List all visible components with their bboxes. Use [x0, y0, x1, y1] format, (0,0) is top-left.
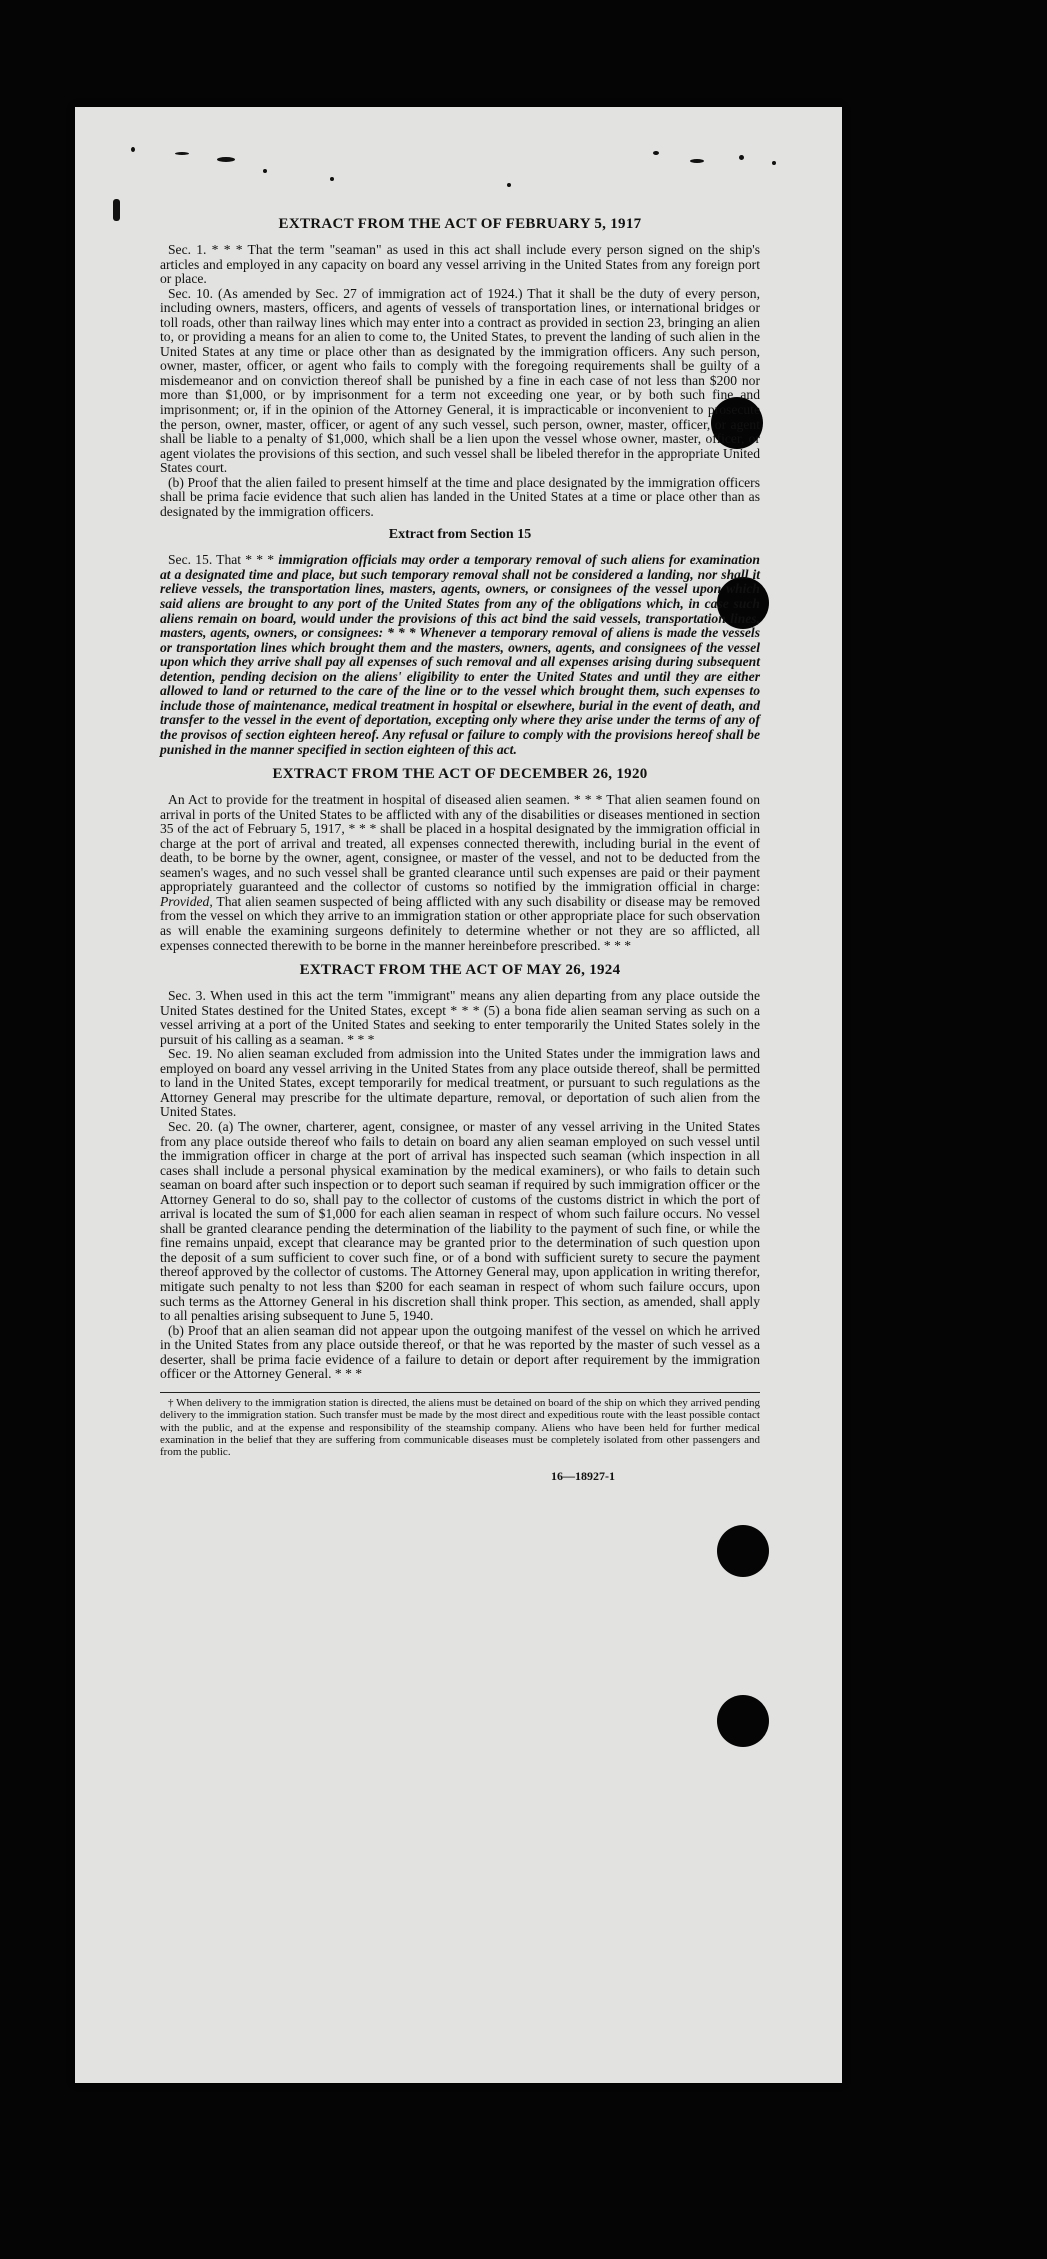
scan-speck: [507, 183, 511, 187]
scan-speck: [330, 177, 334, 181]
document-body: [160, 207, 760, 1483]
scan-speck: [772, 161, 776, 165]
footnote: † When delivery to the immigration station is directed, the aliens must be detained on board of the ship on which they arrived pending delivery to the immigration station. Such transfer must be made by the most direct and expeditious route with the least possible contact with the public, and at the expense and responsibility of the steamship company. Aliens who have been held for further medical examination in the belief that they are suffering from communicable diseases must be completely isolated from other passengers and from the public.: [160, 1396, 760, 1459]
footnote-divider: [160, 1392, 760, 1393]
paragraph-sec-3: Sec. 3. When used in this act the term "immigrant" means any alien departing from any place outside the United States destined for the United States, except * * * (5) a bona fide alien seaman serving as such on a vessel arriving at a port of the United States and seeking to enter temporarily the United States solely in the pursuit of his calling as a seaman. * * *: [160, 988, 760, 1047]
scan-speck: [739, 155, 744, 160]
scan-speck: [653, 151, 659, 155]
paragraph-act-1920: [160, 793, 760, 953]
scan-speck: [175, 152, 189, 155]
heading-section-15: Extract from Section 15: [388, 527, 532, 543]
scan-speck: [217, 157, 235, 162]
paragraph-sec-20: Sec. 20. (a) The owner, charterer, agent, consignee, or master of any vessel arriving in the United States from any place outside thereof who fails to detain on board any alien seaman employed on such vessel until the immigration officer in charge at the port of arrival has inspected such seaman (which inspection in all cases shall include a personal physical examination by the medical examiners), or who fails to detain such seaman on board after such inspection or to deport such seaman if required by such immigration officer or the Attorney General to do so, shall pay to the collector of customs of the customs district in which the port of arrival is located the sum of $1,000 for each alien seaman in respect of whom such failure occurs. No vessel shall be granted clearance pending the determination of the liability to the payment of such fine, or while the fine remains unpaid, except that clearance may be granted prior to the determination of such question upon the deposit of a sum sufficient to cover such fine, or of a bond with sufficient surety to secure the payment thereof approved by the collector of customs. The Attorney General may, upon application in writing therefor, mitigate such penalty to not less than $200 for each seaman in respect of whom such failure occurs, upon such terms as the Attorney General in his discretion shall think proper. This section, as amended, shall apply to all penalties arising subsequent to June 5, 1940.: [160, 1118, 760, 1324]
heading-act-1924: EXTRACT FROM THE ACT OF MAY 26, 1924: [299, 962, 621, 979]
sec-15-lead: Sec. 15. That * * *: [168, 552, 279, 568]
heading-act-1917: EXTRACT FROM THE ACT OF FEBRUARY 5, 1917: [278, 216, 642, 232]
punch-hole: [717, 1525, 769, 1577]
provided-label: Provided,: [160, 893, 213, 909]
document-page: [75, 107, 842, 2083]
paragraph-sec-20-b: (b) Proof that an alien seaman did not appear upon the outgoing manifest of the vessel on which he arrived in the United States from any place outside thereof, or that he was reported by the master of such vessel as a deserter, shall be prima facie evidence of a failure to detain or deport after requirement by the immigration officer or the Attorney General. * * *: [160, 1322, 760, 1382]
act-1920-text-start: An Act to provide for the treatment in hospital of diseased alien seamen. * * * That alien seamen found on arrival in ports of the United States to be afflicted with any of the disabilities or diseases mentioned in section 35 of the act of February 5, 1917, * * * shall be placed in a hospital designated by the immigration official in charge at the port of arrival and treated, all expenses connected therewith, including burial in the event of death, to be borne by the owner, agent, consignee, or master of the vessel, and not to be deducted from the seamen's wages, and no such vessel shall be granted clearance until such expenses are paid or their payment appropriately guaranteed and the collector of customs so notified by the immigration official in charge:: [160, 792, 760, 895]
scan-speck: [690, 159, 704, 163]
scan-speck: [263, 169, 267, 173]
punch-hole: [717, 1695, 769, 1747]
act-1920-text-end: That alien seamen suspected of being afflicted with any such disability or disease may be removed from the vessel on which they arrive to an immigration station or other appropriate place for such observation as will enable the examining surgeons definitely to determine whether or not they are so afflicted, all expenses connected therewith to be borne in the manner hereinbefore prescribed. * * *: [160, 893, 760, 953]
sec-15-italic-text: immigration officials may order a temporary removal of such aliens for examination at a designated time and place, but such temporary removal shall not be considered a landing, nor shall it relieve vessels, the transportation lines, masters, agents, owners, or consignees of the vessel upon which said aliens are brought to any port of the United States from any of the obligations which, in case such aliens remain on board, would under the provisions of this act bind the said vessels, transportation lines, masters, agents, owners, or consignees: * * * Whenever a temporary removal of aliens is made the vessels or transportation lines which brought them and the masters, owners, agents, and consignees of the vessel upon which they arrive shall pay all expenses of such removal and all expenses arising during subsequent detention, pending decision on the aliens' eligibility to enter the United States and until they are either allowed to land or returned to the care of the line or to the vessel which brought them, such expenses to include those of maintenance, medical treatment in hospital or elsewhere, burial in the event of death, and transfer to the vessel in the event of deportation, excepting only where they arise under the terms of any of the provisos of section eighteen hereof. Any refusal or failure to comply with the provisions hereof shall be punished in the manner specified in section eighteen of this act.: [160, 552, 760, 757]
paragraph-sec-10-b: (b) Proof that the alien failed to present himself at the time and place designated by the immigration officers shall be prima facie evidence that such alien has landed in the United States at a time or place other than as designated by the immigration officers.: [160, 474, 760, 519]
paragraph-sec-15: [160, 553, 760, 757]
scan-speck: [113, 199, 120, 221]
paragraph-sec-1: Sec. 1. * * * That the term "seaman" as used in this act shall include every person signed on the ship's articles and employed in any capacity on board any vessel arriving in the United States from any foreign port or place.: [160, 242, 760, 287]
heading-act-1920: EXTRACT FROM THE ACT OF DECEMBER 26, 1920: [272, 766, 648, 783]
form-number: 16—18927-1: [551, 1468, 615, 1483]
paragraph-sec-10: Sec. 10. (As amended by Sec. 27 of immigration act of 1924.) That it shall be the duty of every person, including owners, masters, officers, and agents of vessels of transportation lines, or international bridges or toll roads, other than railway lines which may enter into a contract as provided in section 23, bringing an alien to, or providing a means for an alien to come to, the United States, to prevent the landing of such alien in the United States at any time or place other than as designated by the immigration officers. Any such person, owner, master, officer, or agent who fails to comply with the foregoing requirements shall be guilty of a misdemeanor and on conviction thereof shall be punished by a fine in each case of not less than $200 nor more than $1,000, or by imprisonment for a term not exceeding one year, or by both such fine and imprisonment; or, if in the opinion of the Attorney General, it is impracticable or inconvenient to prosecute the person, owner, master, officer, or agent of any such vessel, such person, owner, master, officer, or agent shall be liable to a penalty of $1,000, which shall be a lien upon the vessel whose owner, master, officer, or agent violates the provisions of this section, and such vessel shall be libeled therefor in the appropriate United States court.: [160, 285, 760, 476]
scan-speck: [131, 147, 135, 152]
paragraph-sec-19: Sec. 19. No alien seaman excluded from admission into the United States under the immigration laws and employed on board any vessel arriving in the United States from any place outside thereof, shall be permitted to land in the United States, except temporarily for medical treatment, or pursuant to such regulations as the Attorney General may prescribe for the ultimate departure, removal, or deportation of such alien from the United States.: [160, 1046, 760, 1120]
